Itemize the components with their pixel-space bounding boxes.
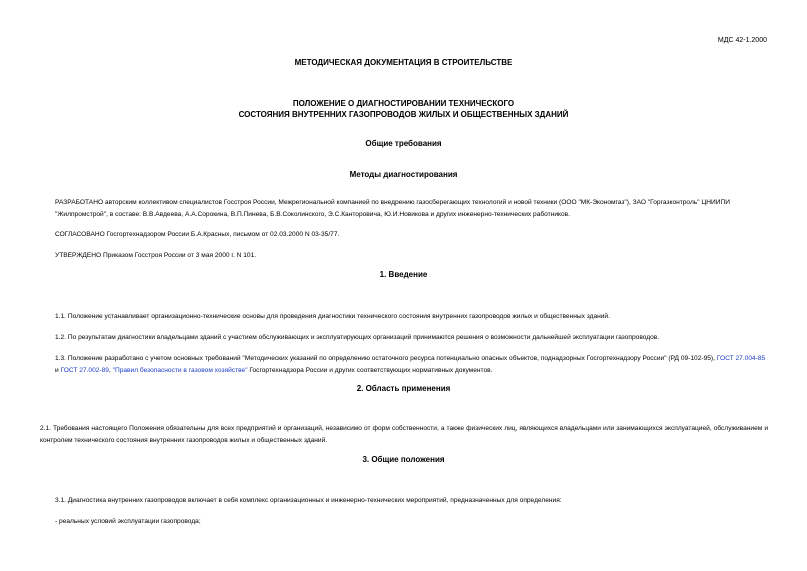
developed-paragraph — [55, 197, 768, 221]
document-code: МДС 42-1.2000 — [717, 37, 767, 44]
paragraph-3-1: 3.1. Диагностика внутренних газопроводов включает в себя комплекс организационных и инженерно-технических мероприятий, предназначенных для определения: — [55, 497, 562, 504]
gas-safety-rules-link[interactable]: "Правил безопасности в газовом хозяйстве" — [112, 367, 248, 374]
approved-paragraph: УТВЕРЖДЕНО Приказом Госстроя России от 3 мая 2000 г. N 101. — [55, 252, 257, 259]
paragraph-2-1: 2.1. Требования настоящего Положения обязательны для всех предприятий и организаций, независимо от форм собственности, а также физических лиц, являющихся владельцами или занимающихся эксплуатацией, обслуживанием и контролем технического состояния внутренних газопроводов жилых и общественных зданий. — [40, 425, 768, 444]
section-heading-scope: 2. Область применения — [356, 384, 451, 393]
gost-27-002-89-link[interactable]: ГОСТ 27.002-89 — [60, 367, 109, 374]
document-title — [0, 98, 807, 120]
section-heading-introduction: 1. Введение — [379, 270, 428, 279]
paragraph-1-2: 1.2. По результатам диагностики владельцами зданий с участием обслуживающих и эксплуатирующих организаций принимаются решения о возможности дальнейшей эксплуатации газопроводов. — [55, 334, 660, 341]
paragraph-1-3-text: 1.3. Положение разработано с учетом основных требований "Методических указаний по определению остаточного ресурса потенциально опасных объектов, поднадзорных Госгортехнадзору России" (РД 09-102-95), — [55, 355, 717, 362]
gost-27-004-85-link[interactable]: ГОСТ 27.004-85 — [716, 355, 766, 362]
paragraph-1-3-and: и — [55, 367, 61, 374]
series-title: МЕТОДИЧЕСКАЯ ДОКУМЕНТАЦИЯ В СТРОИТЕЛЬСТВЕ — [294, 58, 513, 67]
paragraph-1-3 — [55, 353, 768, 377]
title-line-2: СОСТОЯНИЯ ВНУТРЕННИХ ГАЗОПРОВОДОВ ЖИЛЫХ И ОБЩЕСТВЕННЫХ ЗДАНИЙ — [238, 110, 569, 119]
bullet-operating-conditions: - реальных условий эксплуатации газопровода; — [55, 518, 201, 525]
paragraph-1-3-end: Госгортехнадзора России и других соответствующих нормативных документов. — [247, 367, 493, 374]
paragraph-1-1: 1.1. Положение устанавливает организационно-технические основы для проведения диагностики технического состояния внутренних газопроводов жилых и общественных зданий. — [55, 313, 610, 320]
section-heading-general: 3. Общие положения — [362, 455, 445, 464]
paragraph-1-3-comma: , — [108, 367, 113, 374]
subtitle-methods: Методы диагностирования — [349, 170, 458, 179]
developed-text: РАЗРАБОТАНО авторским коллективом специалистов Госстроя России, Межрегиональной компанией по внедрению газосберегающих технологий и новой техники (ООО "МК-Экономгаз"), ЗАО "Горгазконтроль" ЦНИИПИ "Жилпромстрой", в составе: В.В.Авдеева, А.А.Сорокина, В.П.Пинева, Б.В.Соколинского, Э.С.Канторовича, Ю.И.Новикова и других инженерно-технических работников. — [55, 199, 731, 218]
agreed-paragraph: СОГЛАСОВАНО Госгортехнадзором России Б.А.Красных, письмом от 02.03.2000 N 03-35/77. — [55, 231, 340, 238]
title-line-1: ПОЛОЖЕНИЕ О ДИАГНОСТИРОВАНИИ ТЕХНИЧЕСКОГО — [292, 99, 515, 108]
subtitle-general: Общие требования — [365, 139, 442, 148]
